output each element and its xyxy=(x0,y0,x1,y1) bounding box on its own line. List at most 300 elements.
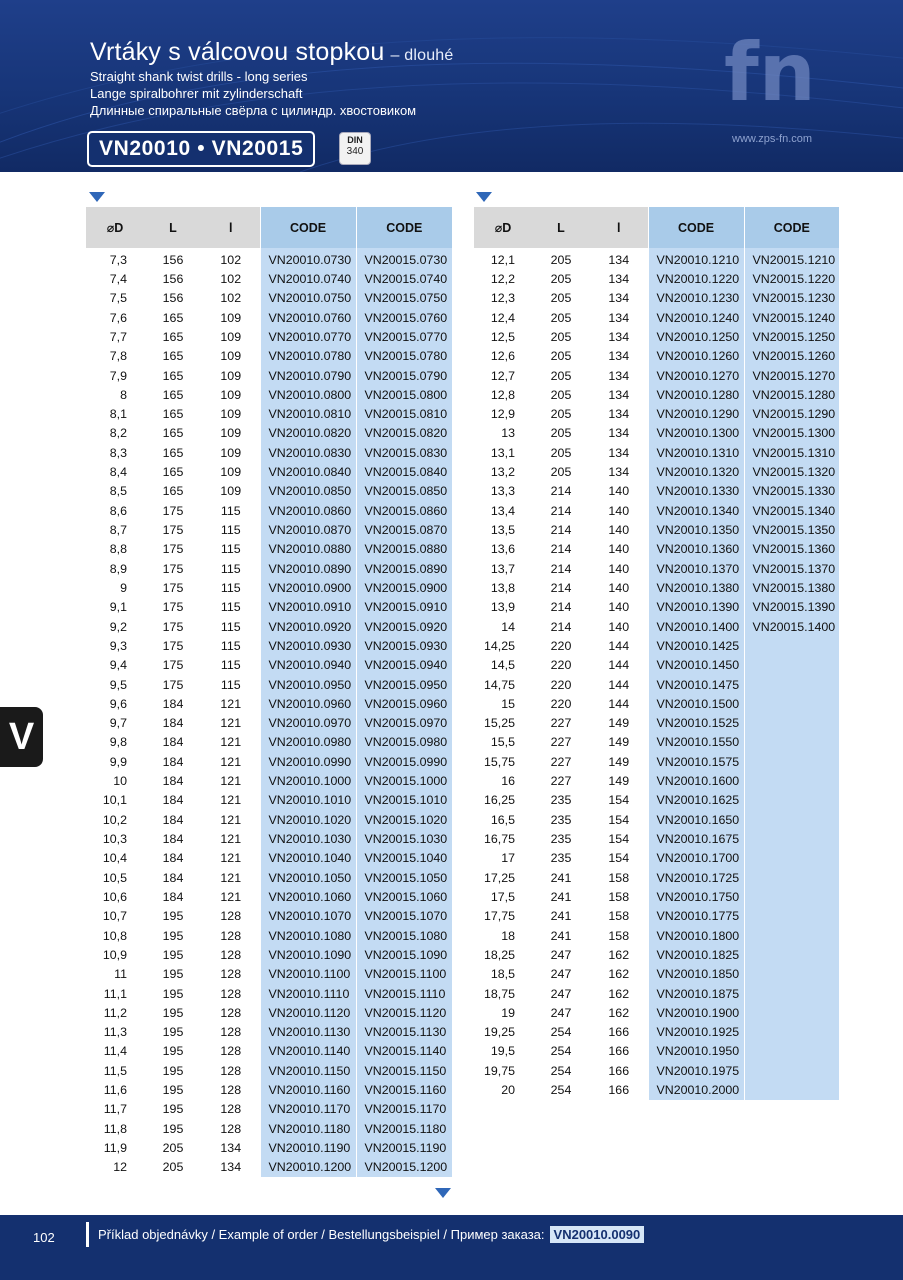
code-vn20015-cell: VN20015.0840 xyxy=(356,462,452,481)
code-vn20015-cell: VN20015.0830 xyxy=(356,443,452,462)
flute-length-cell: 115 xyxy=(220,619,241,634)
code-vn20015-cell xyxy=(744,849,839,868)
code-vn20015-cell: VN20015.0880 xyxy=(356,540,452,559)
code-vn20015-cell: VN20015.1280 xyxy=(744,385,839,404)
diameter-cell: 16 xyxy=(501,774,515,789)
code-vn20010-cell: VN20010.0870 xyxy=(260,520,356,539)
code-vn20010-cell: VN20010.1380 xyxy=(648,578,744,597)
table-row xyxy=(474,945,839,964)
code-vn20015-cell xyxy=(744,887,839,906)
table-row xyxy=(474,248,839,269)
total-length-cell: 214 xyxy=(550,600,572,615)
table-row xyxy=(86,462,452,481)
code-vn20010-cell: VN20010.0980 xyxy=(260,733,356,752)
product-code-badge: VN20010 • VN20015 xyxy=(87,131,315,167)
diameter-cell: 12,2 xyxy=(490,271,515,286)
flute-length-cell: 144 xyxy=(608,696,630,711)
table-row xyxy=(86,559,452,578)
diameter-cell: 9 xyxy=(120,580,127,595)
diameter-cell: 8 xyxy=(120,387,127,402)
table-row xyxy=(474,617,839,636)
code-vn20015-cell: VN20015.0950 xyxy=(356,675,452,694)
table-row xyxy=(474,868,839,887)
code-vn20015-cell: VN20015.1370 xyxy=(744,559,839,578)
flute-length-cell: 121 xyxy=(220,696,242,711)
diameter-cell: 10,9 xyxy=(102,947,127,962)
code-vn20015-cell: VN20015.1210 xyxy=(744,248,839,269)
diameter-cell: 9,9 xyxy=(109,754,127,769)
diameter-cell: 9,7 xyxy=(109,716,127,731)
total-length-cell: 227 xyxy=(550,735,572,750)
diameter-cell: 17,5 xyxy=(490,889,515,904)
flute-length-cell: 158 xyxy=(608,889,630,904)
code-vn20010-cell: VN20010.1120 xyxy=(260,1003,356,1022)
total-length-cell: 156 xyxy=(162,271,184,286)
table-row xyxy=(474,598,839,617)
code-vn20010-cell: VN20010.0910 xyxy=(260,598,356,617)
diameter-cell: 10,1 xyxy=(102,793,127,808)
page-title: Vrtáky s válcovou stopkou – dlouhé xyxy=(90,38,454,66)
table-row xyxy=(86,829,452,848)
diameter-cell: 11,3 xyxy=(103,1025,127,1040)
code-vn20015-cell xyxy=(744,656,839,675)
code-vn20010-cell: VN20010.1170 xyxy=(260,1100,356,1119)
diameter-cell: 12,9 xyxy=(490,407,515,422)
code-vn20010-cell: VN20010.1070 xyxy=(260,907,356,926)
flute-length-cell: 128 xyxy=(220,947,242,962)
left-drill-table xyxy=(86,207,452,1177)
code-vn20015-cell xyxy=(744,733,839,752)
code-vn20015-cell: VN20015.1000 xyxy=(356,771,452,790)
code-vn20010-cell: VN20010.0940 xyxy=(260,656,356,675)
diameter-cell: 17 xyxy=(501,851,515,866)
diameter-cell: 9,1 xyxy=(109,600,127,615)
flute-length-cell: 158 xyxy=(608,870,630,885)
diameter-cell: 15,75 xyxy=(483,754,515,769)
diameter-cell: 19 xyxy=(501,1005,515,1020)
diameter-cell: 7,4 xyxy=(109,271,127,286)
diameter-cell: 12,6 xyxy=(490,349,515,364)
total-length-cell: 235 xyxy=(550,851,572,866)
code-vn20015-cell: VN20015.0990 xyxy=(356,752,452,771)
code-vn20015-cell: VN20015.0780 xyxy=(356,347,452,366)
table-row xyxy=(86,1100,452,1119)
flute-length-cell: 128 xyxy=(220,1025,242,1040)
code-vn20010-cell: VN20010.1160 xyxy=(260,1080,356,1099)
diameter-cell: 9,6 xyxy=(109,696,127,711)
total-length-cell: 227 xyxy=(550,754,572,769)
table-row xyxy=(86,520,452,539)
diameter-cell: 13,8 xyxy=(490,580,515,595)
table-row xyxy=(86,1119,452,1138)
code-vn20015-cell: VN20015.1290 xyxy=(744,405,839,424)
total-length-cell: 220 xyxy=(550,658,572,673)
table-row xyxy=(86,1138,452,1157)
table-row xyxy=(474,849,839,868)
total-length-cell: 165 xyxy=(162,426,184,441)
total-length-cell: 184 xyxy=(162,716,184,731)
code-vn20015-cell: VN20015.1310 xyxy=(744,443,839,462)
flute-length-cell: 134 xyxy=(608,368,630,383)
table-row xyxy=(474,482,839,501)
page-number: 102 xyxy=(33,1230,55,1245)
code-vn20015-cell: VN20015.1320 xyxy=(744,462,839,481)
table-row xyxy=(474,1061,839,1080)
flute-length-cell: 109 xyxy=(220,329,242,344)
fn-logo-icon xyxy=(724,30,824,108)
diameter-cell: 11,1 xyxy=(103,986,127,1001)
diameter-cell: 10,2 xyxy=(102,812,127,827)
code-vn20010-cell: VN20010.1260 xyxy=(648,347,744,366)
code-vn20010-cell: VN20010.0990 xyxy=(260,752,356,771)
order-example-code: VN20010.0090 xyxy=(550,1226,645,1243)
table-row xyxy=(86,578,452,597)
total-length-cell: 195 xyxy=(162,1044,184,1059)
total-length-cell: 254 xyxy=(550,1025,572,1040)
svg-text:fn: fn xyxy=(724,30,816,108)
code-vn20010-cell: VN20010.1180 xyxy=(260,1119,356,1138)
table-row xyxy=(86,907,452,926)
code-vn20010-cell: VN20010.1775 xyxy=(648,907,744,926)
code-vn20010-cell: VN20010.0820 xyxy=(260,424,356,443)
flute-length-cell: 115 xyxy=(220,580,241,595)
code-vn20010-cell: VN20010.1400 xyxy=(648,617,744,636)
total-length-cell: 175 xyxy=(162,677,184,692)
table-row xyxy=(86,327,452,346)
code-vn20010-cell: VN20010.1700 xyxy=(648,849,744,868)
code-vn20010-cell: VN20010.1330 xyxy=(648,482,744,501)
total-length-cell: 254 xyxy=(550,1063,572,1078)
diameter-cell: 15,25 xyxy=(483,716,515,731)
code-vn20010-cell: VN20010.1725 xyxy=(648,868,744,887)
total-length-cell: 214 xyxy=(550,484,572,499)
diameter-cell: 8,1 xyxy=(109,407,127,422)
flute-length-cell: 128 xyxy=(220,1005,242,1020)
total-length-cell: 175 xyxy=(162,619,184,634)
diameter-cell: 12,1 xyxy=(490,252,515,267)
flute-length-cell: 115 xyxy=(220,523,241,538)
code-vn20015-cell xyxy=(744,636,839,655)
column-header-code-vn20015: CODE xyxy=(356,207,452,248)
diameter-cell: 13 xyxy=(501,426,515,441)
total-length-cell: 195 xyxy=(162,1121,184,1136)
table-row xyxy=(86,752,452,771)
code-vn20015-cell xyxy=(744,810,839,829)
diameter-cell: 13,3 xyxy=(490,484,515,499)
code-vn20015-cell: VN20015.1020 xyxy=(356,810,452,829)
table-row xyxy=(474,694,839,713)
flute-length-cell: 140 xyxy=(608,542,630,557)
total-length-cell: 184 xyxy=(162,696,184,711)
table-row xyxy=(474,424,839,443)
flute-length-cell: 134 xyxy=(608,252,630,267)
flute-length-cell: 121 xyxy=(220,812,242,827)
diameter-cell: 7,6 xyxy=(109,310,127,325)
table-row xyxy=(86,443,452,462)
code-vn20015-cell: VN20015.0760 xyxy=(356,308,452,327)
flute-length-cell: 140 xyxy=(608,484,630,499)
total-length-cell: 214 xyxy=(550,542,572,557)
flute-length-cell: 134 xyxy=(608,407,630,422)
code-vn20015-cell: VN20015.1130 xyxy=(356,1023,452,1042)
code-vn20015-cell: VN20015.1380 xyxy=(744,578,839,597)
table-row xyxy=(474,1003,839,1022)
flute-length-cell: 121 xyxy=(220,716,242,731)
table-row xyxy=(474,636,839,655)
diameter-cell: 8,9 xyxy=(109,561,127,576)
code-vn20010-cell: VN20010.1190 xyxy=(260,1138,356,1157)
table-row xyxy=(474,405,839,424)
flute-length-cell: 109 xyxy=(220,407,242,422)
table-row xyxy=(86,269,452,288)
total-length-cell: 165 xyxy=(162,407,184,422)
flute-length-cell: 102 xyxy=(220,252,242,267)
code-vn20010-cell: VN20010.1600 xyxy=(648,771,744,790)
flute-length-cell: 134 xyxy=(608,291,630,306)
flute-length-cell: 134 xyxy=(220,1141,242,1156)
total-length-cell: 175 xyxy=(162,600,184,615)
code-vn20015-cell: VN20015.0890 xyxy=(356,559,452,578)
total-length-cell: 195 xyxy=(162,986,184,1001)
code-vn20010-cell: VN20010.1390 xyxy=(648,598,744,617)
code-vn20010-cell: VN20010.2000 xyxy=(648,1080,744,1099)
diameter-cell: 7,3 xyxy=(109,252,127,267)
total-length-cell: 175 xyxy=(162,580,184,595)
code-vn20010-cell: VN20010.0770 xyxy=(260,327,356,346)
column-header-total-length: L xyxy=(532,207,590,248)
diameter-cell: 14 xyxy=(501,619,515,634)
flute-length-cell: 128 xyxy=(220,1063,242,1078)
diameter-cell: 7,9 xyxy=(109,368,127,383)
flute-length-cell: 134 xyxy=(608,465,630,480)
code-vn20010-cell: VN20010.1650 xyxy=(648,810,744,829)
code-vn20010-cell: VN20010.1100 xyxy=(260,965,356,984)
table-row xyxy=(86,482,452,501)
code-vn20010-cell: VN20010.1290 xyxy=(648,405,744,424)
total-length-cell: 175 xyxy=(162,638,184,653)
code-vn20010-cell: VN20010.0950 xyxy=(260,675,356,694)
order-example xyxy=(98,1226,644,1243)
flute-length-cell: 134 xyxy=(608,271,630,286)
diameter-cell: 14,25 xyxy=(483,638,515,653)
flute-length-cell: 154 xyxy=(608,812,630,827)
code-vn20010-cell: VN20010.0790 xyxy=(260,366,356,385)
flute-length-cell: 140 xyxy=(608,523,630,538)
flute-length-cell: 102 xyxy=(220,271,242,286)
flute-length-cell: 134 xyxy=(608,349,630,364)
code-vn20010-cell: VN20010.1310 xyxy=(648,443,744,462)
total-length-cell: 247 xyxy=(550,947,572,962)
code-vn20010-cell: VN20010.1350 xyxy=(648,520,744,539)
diameter-cell: 7,5 xyxy=(109,291,127,306)
code-vn20015-cell: VN20015.1330 xyxy=(744,482,839,501)
total-length-cell: 184 xyxy=(162,870,184,885)
code-vn20010-cell: VN20010.1550 xyxy=(648,733,744,752)
flute-length-cell: 121 xyxy=(220,793,242,808)
subtitle-english: Straight shank twist drills - long series xyxy=(90,69,308,84)
code-vn20010-cell: VN20010.1850 xyxy=(648,965,744,984)
total-length-cell: 184 xyxy=(162,832,184,847)
total-length-cell: 184 xyxy=(162,851,184,866)
table-header-row xyxy=(86,207,452,248)
flute-length-cell: 154 xyxy=(608,851,630,866)
table-row xyxy=(474,520,839,539)
code-vn20015-cell: VN20015.1060 xyxy=(356,887,452,906)
table-row xyxy=(86,771,452,790)
code-vn20015-cell: VN20015.1100 xyxy=(356,965,452,984)
code-vn20010-cell: VN20010.1040 xyxy=(260,849,356,868)
total-length-cell: 165 xyxy=(162,329,184,344)
diameter-cell: 19,5 xyxy=(490,1044,515,1059)
table-row xyxy=(474,752,839,771)
code-vn20015-cell: VN20015.0930 xyxy=(356,636,452,655)
code-vn20015-cell xyxy=(744,965,839,984)
column-header-flute-length: l xyxy=(590,207,648,248)
diameter-cell: 17,75 xyxy=(483,909,515,924)
code-vn20010-cell: VN20010.0850 xyxy=(260,482,356,501)
flute-length-cell: 134 xyxy=(220,1160,242,1175)
din-number: 340 xyxy=(346,146,364,157)
table-row xyxy=(86,675,452,694)
right-drill-table xyxy=(474,207,839,1100)
table-row xyxy=(474,965,839,984)
flute-length-cell: 109 xyxy=(220,387,242,402)
flute-length-cell: 121 xyxy=(220,889,242,904)
table-row xyxy=(86,385,452,404)
total-length-cell: 165 xyxy=(162,387,184,402)
table-row xyxy=(86,965,452,984)
code-vn20015-cell: VN20015.0740 xyxy=(356,269,452,288)
table-row xyxy=(86,926,452,945)
flute-length-cell: 102 xyxy=(220,291,242,306)
table-row xyxy=(474,675,839,694)
total-length-cell: 241 xyxy=(550,928,572,943)
code-vn20015-cell: VN20015.1260 xyxy=(744,347,839,366)
code-vn20015-cell: VN20015.0920 xyxy=(356,617,452,636)
code-vn20015-cell: VN20015.0810 xyxy=(356,405,452,424)
code-vn20010-cell: VN20010.1525 xyxy=(648,714,744,733)
total-length-cell: 235 xyxy=(550,793,572,808)
diameter-cell: 15 xyxy=(501,696,515,711)
code-vn20015-cell xyxy=(744,926,839,945)
total-length-cell: 175 xyxy=(162,542,184,557)
code-vn20015-cell: VN20015.1240 xyxy=(744,308,839,327)
diameter-cell: 11,5 xyxy=(103,1063,127,1078)
code-vn20015-cell xyxy=(744,752,839,771)
flute-length-cell: 109 xyxy=(220,310,242,325)
code-vn20015-cell: VN20015.1400 xyxy=(744,617,839,636)
flute-length-cell: 140 xyxy=(608,600,630,615)
diameter-cell: 9,8 xyxy=(109,735,127,750)
diameter-cell: 20 xyxy=(501,1083,515,1098)
total-length-cell: 205 xyxy=(550,271,572,286)
code-vn20015-cell xyxy=(744,1042,839,1061)
diameter-cell: 10,6 xyxy=(102,889,127,904)
code-vn20015-cell xyxy=(744,791,839,810)
flute-length-cell: 140 xyxy=(608,619,630,634)
total-length-cell: 184 xyxy=(162,793,184,808)
diameter-cell: 19,75 xyxy=(483,1063,515,1078)
subtitle-german: Lange spiralbohrer mit zylinderschaft xyxy=(90,86,303,101)
flute-length-cell: 162 xyxy=(608,1005,630,1020)
table-row xyxy=(86,810,452,829)
total-length-cell: 195 xyxy=(162,1102,184,1117)
diameter-cell: 8,3 xyxy=(109,445,127,460)
table-row xyxy=(474,289,839,308)
table-row xyxy=(86,984,452,1003)
flute-length-cell: 121 xyxy=(220,832,242,847)
table-row xyxy=(86,405,452,424)
table-row xyxy=(474,733,839,752)
code-vn20010-cell: VN20010.1230 xyxy=(648,289,744,308)
code-vn20010-cell: VN20010.0890 xyxy=(260,559,356,578)
code-vn20010-cell: VN20010.0780 xyxy=(260,347,356,366)
flute-length-cell: 121 xyxy=(220,851,242,866)
table-row xyxy=(86,636,452,655)
code-vn20015-cell: VN20015.0870 xyxy=(356,520,452,539)
flute-length-cell: 166 xyxy=(608,1063,630,1078)
code-vn20010-cell: VN20010.0960 xyxy=(260,694,356,713)
code-vn20010-cell: VN20010.1150 xyxy=(260,1061,356,1080)
code-vn20010-cell: VN20010.0760 xyxy=(260,308,356,327)
code-vn20010-cell: VN20010.0900 xyxy=(260,578,356,597)
code-vn20010-cell: VN20010.0930 xyxy=(260,636,356,655)
code-vn20010-cell: VN20010.1050 xyxy=(260,868,356,887)
total-length-cell: 235 xyxy=(550,832,572,847)
code-vn20015-cell: VN20015.1050 xyxy=(356,868,452,887)
diameter-cell: 12,3 xyxy=(490,291,515,306)
flute-length-cell: 121 xyxy=(220,754,242,769)
code-vn20015-cell: VN20015.0790 xyxy=(356,366,452,385)
flute-length-cell: 115 xyxy=(220,542,241,557)
code-vn20015-cell: VN20015.1030 xyxy=(356,829,452,848)
code-vn20015-cell xyxy=(744,829,839,848)
code-vn20015-cell xyxy=(744,868,839,887)
table-row xyxy=(474,791,839,810)
table-row xyxy=(86,366,452,385)
table-row xyxy=(86,424,452,443)
code-vn20010-cell: VN20010.0880 xyxy=(260,540,356,559)
code-vn20010-cell: VN20010.1020 xyxy=(260,810,356,829)
table-row xyxy=(86,1023,452,1042)
table-row xyxy=(474,385,839,404)
total-length-cell: 205 xyxy=(550,368,572,383)
flute-length-cell: 158 xyxy=(608,909,630,924)
diameter-cell: 9,4 xyxy=(109,658,127,673)
diameter-cell: 18,25 xyxy=(483,947,515,962)
code-vn20015-cell: VN20015.1150 xyxy=(356,1061,452,1080)
diameter-cell: 10,4 xyxy=(102,851,127,866)
total-length-cell: 205 xyxy=(550,465,572,480)
table-row xyxy=(474,308,839,327)
code-vn20015-cell: VN20015.1040 xyxy=(356,849,452,868)
code-vn20015-cell xyxy=(744,1080,839,1099)
column-header-diameter: ⌀D xyxy=(86,207,144,248)
code-vn20010-cell: VN20010.1425 xyxy=(648,636,744,655)
flute-length-cell: 109 xyxy=(220,426,242,441)
code-vn20010-cell: VN20010.1625 xyxy=(648,791,744,810)
diameter-cell: 12,5 xyxy=(490,329,515,344)
header-banner xyxy=(0,0,903,172)
total-length-cell: 254 xyxy=(550,1044,572,1059)
table-row xyxy=(86,540,452,559)
code-vn20015-cell: VN20015.0800 xyxy=(356,385,452,404)
code-vn20010-cell: VN20010.1500 xyxy=(648,694,744,713)
table-row xyxy=(474,984,839,1003)
diameter-cell: 13,1 xyxy=(490,445,515,460)
flute-length-cell: 162 xyxy=(608,967,630,982)
diameter-cell: 11,9 xyxy=(103,1141,127,1156)
